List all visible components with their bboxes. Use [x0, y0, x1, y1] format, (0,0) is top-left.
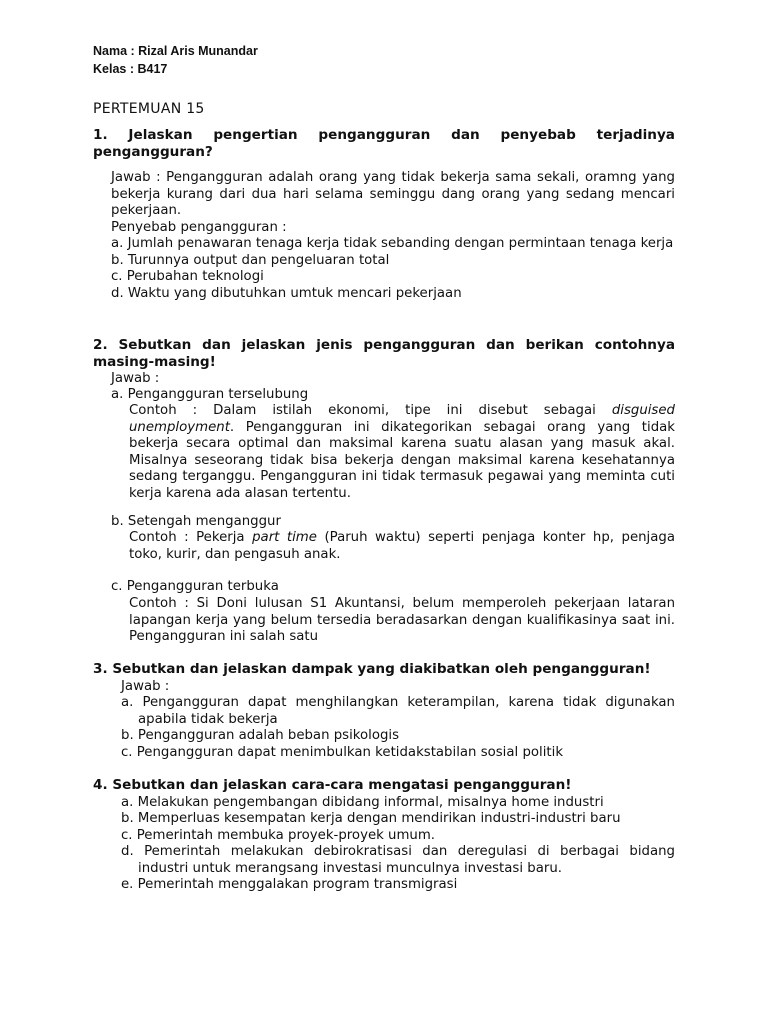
q2-a-pre: Contoh : Dalam istilah ekonomi, tipe ini disebut sebagai	[129, 403, 612, 418]
q2-b-em: part time	[252, 530, 317, 545]
q2-b-pre: Contoh : Pekerja	[129, 530, 253, 545]
q1-question	[93, 127, 675, 161]
student-name: Nama : Rizal Aris Munandar	[93, 44, 258, 58]
q3-answer-label: Jawab :	[121, 679, 170, 694]
q3-item-a: a. Pengangguran dapat menghilangkan keterampilan, karena tidak digunakan apabila tidak bekerja	[121, 695, 675, 727]
q3-item-c: c. Pengangguran dapat menimbulkan ketidakstabilan sosial politik	[121, 745, 564, 760]
q4-item-e: e. Pemerintah menggalakan program transmigrasi	[121, 877, 458, 892]
q2-item-a-title: a. Pengangguran terselubung	[111, 387, 309, 402]
q1-cause-b: b. Turunnya output dan pengeluaran total	[111, 252, 390, 268]
q4-item-d: d. Pemerintah melakukan debirokratisasi dan deregulasi di berbagai bidang industri untuk merangsang investasi munculnya investasi baru.	[121, 844, 675, 876]
q3-item-b: b. Pengangguran adalah beban psikologis	[121, 728, 400, 743]
q2-answer-label: Jawab :	[111, 371, 160, 386]
q4-item-b: b. Memperluas kesempatan kerja dengan mendirikan industri-industri baru	[121, 811, 621, 826]
q1-cause-d: d. Waktu yang dibutuhkan umtuk mencari pekerjaan	[111, 285, 462, 301]
q2-item-a-text	[129, 403, 675, 502]
q1-question-line1: 1. Jelaskan pengertian pengangguran dan penyebab terjadinya	[93, 127, 675, 143]
q2-b-post: (Paruh waktu) seperti penjaga konter hp, penjaga toko, kurir, dan pengasuh anak.	[129, 530, 675, 562]
q1-answer: Jawab : Pengangguran adalah orang yang tidak bekerja sama sekali, oramng yang bekerja kurang dari dua hari selama seminggu dang orang yang sedang mencari pekerjaan.	[111, 170, 675, 218]
q2-item-c-title: c. Pengangguran terbuka	[111, 579, 279, 594]
q4-item-c: c. Pemerintah membuka proyek-proyek umum.	[121, 828, 436, 843]
q2-item-c-text: Contoh : Si Doni lulusan S1 Akuntansi, belum memperoleh pekerjaan lataran lapangan kerja yang belum tersedia beradasarkan dengan kualifikasinya saat ini. Pengangguran ini salah satu	[129, 596, 675, 644]
q1-cause-c: c. Perubahan teknologi	[111, 269, 264, 284]
q1-question-line2: pengangguran?	[93, 144, 213, 160]
q2-item-b-title: b. Setengah menganggur	[111, 514, 281, 529]
q1-causes-title: Penyebab pengangguran :	[111, 219, 287, 235]
session-title: PERTEMUAN 15	[93, 101, 205, 117]
student-class: Kelas : B417	[93, 62, 168, 76]
q1-cause-a: a. Jumlah penawaran tenaga kerja tidak sebanding dengan permintaan tenaga kerja	[111, 236, 674, 251]
q2-a-post: . Pengangguran ini dikategorikan sebagai orang yang tidak bekerja secara optimal dan maksimal karena suatu alasan yang masuk akal. Misalnya seseorang tidak bisa bekerja dengan maksimal karena kesehatannya sedang terganggu. Pengangguran ini tidak termasuk pegawai yang meminta cuti kerja karena ada alasan tertentu.	[129, 419, 675, 501]
q2-question: 2. Sebutkan dan jelaskan jenis pengangguran dan berikan contohnya masing-masing!	[93, 337, 675, 370]
q3-question: 3. Sebutkan dan jelaskan dampak yang diakibatkan oleh pengangguran!	[93, 661, 651, 677]
q2-item-b-text	[129, 530, 675, 563]
q4-question: 4. Sebutkan dan jelaskan cara-cara mengatasi pengangguran!	[93, 777, 572, 793]
q4-item-a: a. Melakukan pengembangan dibidang informal, misalnya home industri	[121, 795, 604, 810]
q1-answer-block	[111, 170, 675, 302]
q2-a-em: disguised unemployment	[129, 403, 675, 435]
